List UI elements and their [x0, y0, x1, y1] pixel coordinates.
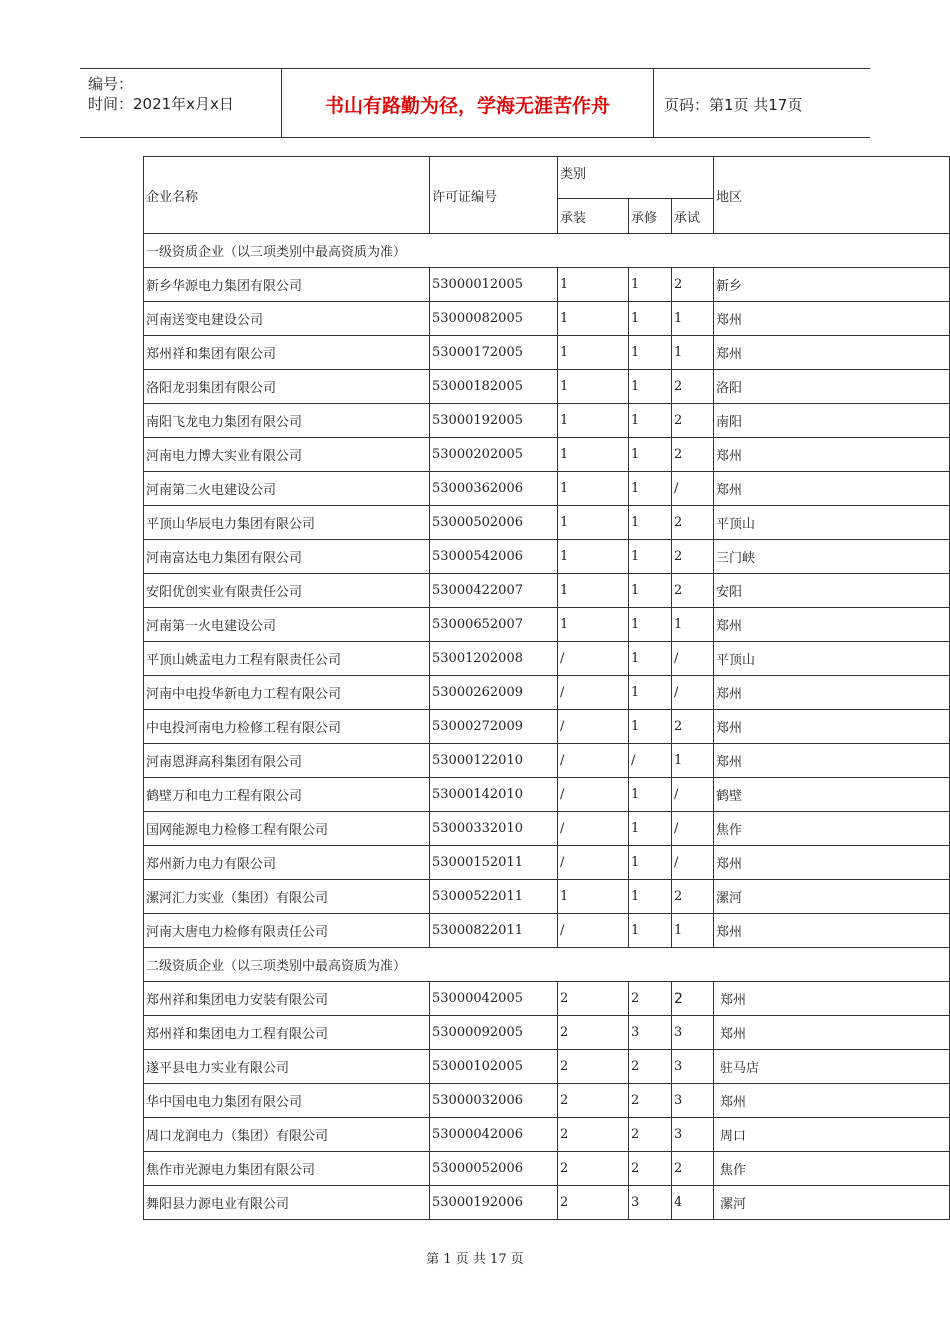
col-install-header: 承装: [558, 199, 629, 234]
license-number-cell: 53000422007: [430, 574, 558, 608]
repair-grade-cell: 2: [629, 1118, 672, 1152]
install-grade-cell: 1: [558, 472, 629, 506]
install-grade-cell: 2: [558, 1186, 629, 1220]
repair-grade-cell: 3: [629, 1186, 672, 1220]
test-grade-cell: 2: [672, 404, 714, 438]
install-grade-cell: /: [558, 710, 629, 744]
company-name-cell: 郑州祥和集团有限公司: [144, 336, 430, 370]
time-label: 时间：2021年x月x日: [88, 95, 234, 113]
repair-grade-cell: 2: [629, 1050, 672, 1084]
license-number-cell: 53000332010: [430, 812, 558, 846]
license-number-cell: 53000122010: [430, 744, 558, 778]
license-number-cell: 53000042005: [430, 982, 558, 1016]
company-name-cell: 华中国电电力集团有限公司: [144, 1084, 430, 1118]
region-cell: 驻马店: [714, 1050, 950, 1084]
company-name-cell: 郑州祥和集团电力工程有限公司: [144, 1016, 430, 1050]
license-number-cell: 53000102005: [430, 1050, 558, 1084]
company-name-cell: 河南电力博大实业有限公司: [144, 438, 430, 472]
region-cell: 郑州: [714, 982, 950, 1016]
region-cell: 平顶山: [714, 506, 950, 540]
company-name-cell: 河南中电投华新电力工程有限公司: [144, 676, 430, 710]
repair-grade-cell: 1: [629, 846, 672, 880]
table-row: [144, 336, 950, 370]
repair-grade-cell: 1: [629, 268, 672, 302]
install-grade-cell: 2: [558, 1118, 629, 1152]
repair-grade-cell: 1: [629, 574, 672, 608]
repair-grade-cell: 1: [629, 336, 672, 370]
repair-grade-cell: 3: [629, 1016, 672, 1050]
license-number-cell: 53000522011: [430, 880, 558, 914]
repair-grade-cell: 1: [629, 540, 672, 574]
section-title: 一级资质企业（以三项类别中最高资质为准）: [144, 234, 950, 268]
region-cell: 焦作: [714, 812, 950, 846]
table-row: [144, 608, 950, 642]
table-row: [144, 1050, 950, 1084]
page-footer: 第 1 页 共 17 页: [426, 1252, 524, 1267]
table-row: [144, 1118, 950, 1152]
col-company-header: 企业名称: [144, 157, 430, 234]
company-name-cell: 河南第一火电建设公司: [144, 608, 430, 642]
license-number-cell: 53000042006: [430, 1118, 558, 1152]
region-cell: 郑州: [714, 336, 950, 370]
company-name-cell: 河南恩湃高科集团有限公司: [144, 744, 430, 778]
license-number-cell: 53000032006: [430, 1084, 558, 1118]
document-header: [80, 68, 870, 138]
license-number-cell: 53000502006: [430, 506, 558, 540]
region-cell: 焦作: [714, 1152, 950, 1186]
license-number-cell: 53000172005: [430, 336, 558, 370]
license-number-cell: 53000012005: [430, 268, 558, 302]
test-grade-cell: 1: [672, 608, 714, 642]
license-number-cell: 53000082005: [430, 302, 558, 336]
install-grade-cell: 1: [558, 506, 629, 540]
repair-grade-cell: 1: [629, 642, 672, 676]
table-row: [144, 438, 950, 472]
install-grade-cell: 1: [558, 540, 629, 574]
test-grade-cell: 1: [672, 336, 714, 370]
table-row: [144, 812, 950, 846]
install-grade-cell: 2: [558, 1016, 629, 1050]
header-motto-cell: [282, 69, 654, 137]
repair-grade-cell: 1: [629, 370, 672, 404]
license-number-cell: 53000142010: [430, 778, 558, 812]
license-number-cell: 53000652007: [430, 608, 558, 642]
company-name-cell: 中电投河南电力检修工程有限公司: [144, 710, 430, 744]
test-grade-cell: 2: [672, 982, 714, 1016]
test-grade-cell: 3: [672, 1084, 714, 1118]
company-name-cell: 周口龙润电力（集团）有限公司: [144, 1118, 430, 1152]
col-repair-header: 承修: [629, 199, 672, 234]
install-grade-cell: /: [558, 744, 629, 778]
table-row: [144, 846, 950, 880]
table-row: [144, 540, 950, 574]
install-grade-cell: 2: [558, 1152, 629, 1186]
region-cell: 新乡: [714, 268, 950, 302]
license-number-cell: 53000052006: [430, 1152, 558, 1186]
table-row: [144, 1152, 950, 1186]
test-grade-cell: 2: [672, 438, 714, 472]
install-grade-cell: 1: [558, 880, 629, 914]
install-grade-cell: /: [558, 778, 629, 812]
test-grade-cell: 2: [672, 506, 714, 540]
test-grade-cell: /: [672, 778, 714, 812]
table-row: [144, 982, 950, 1016]
company-name-cell: 舞阳县力源电业有限公司: [144, 1186, 430, 1220]
header-row-1: [144, 157, 950, 199]
table-row: [144, 302, 950, 336]
test-grade-cell: /: [672, 676, 714, 710]
license-number-cell: 53000822011: [430, 914, 558, 948]
region-cell: 平顶山: [714, 642, 950, 676]
repair-grade-cell: 1: [629, 812, 672, 846]
motto-text: 书山有路勤为径，学海无涯苦作舟: [324, 95, 610, 117]
col-region-header: 地区: [714, 157, 950, 234]
table-row: [144, 1186, 950, 1220]
test-grade-cell: 2: [672, 574, 714, 608]
repair-grade-cell: 2: [629, 982, 672, 1016]
region-cell: 郑州: [714, 302, 950, 336]
license-number-cell: 53000192005: [430, 404, 558, 438]
company-name-cell: 河南第二火电建设公司: [144, 472, 430, 506]
repair-grade-cell: 1: [629, 778, 672, 812]
table-row: [144, 574, 950, 608]
repair-grade-cell: 1: [629, 438, 672, 472]
install-grade-cell: /: [558, 812, 629, 846]
table-row: [144, 1084, 950, 1118]
table-row: [144, 880, 950, 914]
company-name-cell: 国网能源电力检修工程有限公司: [144, 812, 430, 846]
test-grade-cell: 2: [672, 540, 714, 574]
region-cell: 安阳: [714, 574, 950, 608]
test-grade-cell: /: [672, 846, 714, 880]
table-row: [144, 506, 950, 540]
region-cell: 鹤壁: [714, 778, 950, 812]
company-name-cell: 安阳优创实业有限责任公司: [144, 574, 430, 608]
repair-grade-cell: 1: [629, 710, 672, 744]
table-row: [144, 744, 950, 778]
table-row: [144, 676, 950, 710]
repair-grade-cell: 1: [629, 914, 672, 948]
region-cell: 郑州: [714, 710, 950, 744]
region-cell: 漯河: [714, 1186, 950, 1220]
install-grade-cell: 2: [558, 1084, 629, 1118]
repair-grade-cell: 2: [629, 1084, 672, 1118]
company-name-cell: 河南大唐电力检修有限责任公司: [144, 914, 430, 948]
repair-grade-cell: /: [629, 744, 672, 778]
repair-grade-cell: 1: [629, 880, 672, 914]
region-cell: 郑州: [714, 676, 950, 710]
test-grade-cell: 4: [672, 1186, 714, 1220]
test-grade-cell: 1: [672, 744, 714, 778]
company-name-cell: 遂平县电力实业有限公司: [144, 1050, 430, 1084]
test-grade-cell: 2: [672, 880, 714, 914]
region-cell: 郑州: [714, 744, 950, 778]
install-grade-cell: /: [558, 642, 629, 676]
repair-grade-cell: 1: [629, 608, 672, 642]
col-test-header: 承试: [672, 199, 714, 234]
table-row: [144, 1016, 950, 1050]
license-number-cell: 53000542006: [430, 540, 558, 574]
test-grade-cell: 2: [672, 268, 714, 302]
code-label: 编号：: [88, 75, 134, 93]
col-category-header: 类别: [558, 157, 714, 199]
section-title: 二级资质企业（以三项类别中最高资质为准）: [144, 948, 950, 982]
region-cell: 郑州: [714, 1084, 950, 1118]
region-cell: 漯河: [714, 880, 950, 914]
region-cell: 南阳: [714, 404, 950, 438]
license-number-cell: 53000362006: [430, 472, 558, 506]
table-row: [144, 914, 950, 948]
install-grade-cell: 1: [558, 302, 629, 336]
page-info: 页码：第1页 共17页: [664, 96, 803, 114]
company-name-cell: 新乡华源电力集团有限公司: [144, 268, 430, 302]
test-grade-cell: 2: [672, 370, 714, 404]
region-cell: 郑州: [714, 472, 950, 506]
company-name-cell: 鹤壁万和电力工程有限公司: [144, 778, 430, 812]
license-number-cell: 53000272009: [430, 710, 558, 744]
table-row: [144, 778, 950, 812]
test-grade-cell: 3: [672, 1118, 714, 1152]
table-row: [144, 370, 950, 404]
repair-grade-cell: 1: [629, 472, 672, 506]
section-row: [144, 948, 950, 982]
license-number-cell: 53000262009: [430, 676, 558, 710]
install-grade-cell: 2: [558, 982, 629, 1016]
region-cell: 三门峡: [714, 540, 950, 574]
install-grade-cell: 1: [558, 268, 629, 302]
install-grade-cell: 1: [558, 404, 629, 438]
company-name-cell: 郑州祥和集团电力安装有限公司: [144, 982, 430, 1016]
company-name-cell: 焦作市光源电力集团有限公司: [144, 1152, 430, 1186]
table-row: [144, 710, 950, 744]
company-name-cell: 南阳飞龙电力集团有限公司: [144, 404, 430, 438]
region-cell: 郑州: [714, 846, 950, 880]
test-grade-cell: 1: [672, 302, 714, 336]
license-number-cell: 53000152011: [430, 846, 558, 880]
repair-grade-cell: 2: [629, 1152, 672, 1186]
col-license-header: 许可证编号: [430, 157, 558, 234]
table-row: [144, 472, 950, 506]
company-name-cell: 郑州新力电力有限公司: [144, 846, 430, 880]
table-row: [144, 404, 950, 438]
table-row: [144, 268, 950, 302]
region-cell: 郑州: [714, 438, 950, 472]
license-table: [143, 156, 950, 1220]
license-number-cell: 53000192006: [430, 1186, 558, 1220]
repair-grade-cell: 1: [629, 404, 672, 438]
install-grade-cell: /: [558, 676, 629, 710]
test-grade-cell: 1: [672, 914, 714, 948]
region-cell: 洛阳: [714, 370, 950, 404]
license-number-cell: 53000202005: [430, 438, 558, 472]
company-name-cell: 平顶山华辰电力集团有限公司: [144, 506, 430, 540]
install-grade-cell: /: [558, 914, 629, 948]
company-name-cell: 河南富达电力集团有限公司: [144, 540, 430, 574]
license-number-cell: 53000092005: [430, 1016, 558, 1050]
license-number-cell: 53000182005: [430, 370, 558, 404]
test-grade-cell: 3: [672, 1016, 714, 1050]
test-grade-cell: 2: [672, 710, 714, 744]
region-cell: 郑州: [714, 1016, 950, 1050]
company-name-cell: 河南送变电建设公司: [144, 302, 430, 336]
install-grade-cell: 1: [558, 574, 629, 608]
repair-grade-cell: 1: [629, 676, 672, 710]
install-grade-cell: 2: [558, 1050, 629, 1084]
company-name-cell: 洛阳龙羽集团有限公司: [144, 370, 430, 404]
region-cell: 郑州: [714, 608, 950, 642]
install-grade-cell: 1: [558, 370, 629, 404]
repair-grade-cell: 1: [629, 506, 672, 540]
install-grade-cell: 1: [558, 438, 629, 472]
license-number-cell: 53001202008: [430, 642, 558, 676]
header-meta-cell: [80, 69, 282, 137]
region-cell: 周口: [714, 1118, 950, 1152]
company-name-cell: 平顶山姚孟电力工程有限责任公司: [144, 642, 430, 676]
test-grade-cell: /: [672, 812, 714, 846]
section-row: [144, 234, 950, 268]
repair-grade-cell: 1: [629, 302, 672, 336]
test-grade-cell: 3: [672, 1050, 714, 1084]
install-grade-cell: 1: [558, 336, 629, 370]
company-name-cell: 漯河汇力实业（集团）有限公司: [144, 880, 430, 914]
table-row: [144, 642, 950, 676]
test-grade-cell: 2: [672, 1152, 714, 1186]
test-grade-cell: /: [672, 642, 714, 676]
region-cell: 郑州: [714, 914, 950, 948]
install-grade-cell: /: [558, 846, 629, 880]
install-grade-cell: 1: [558, 608, 629, 642]
test-grade-cell: /: [672, 472, 714, 506]
